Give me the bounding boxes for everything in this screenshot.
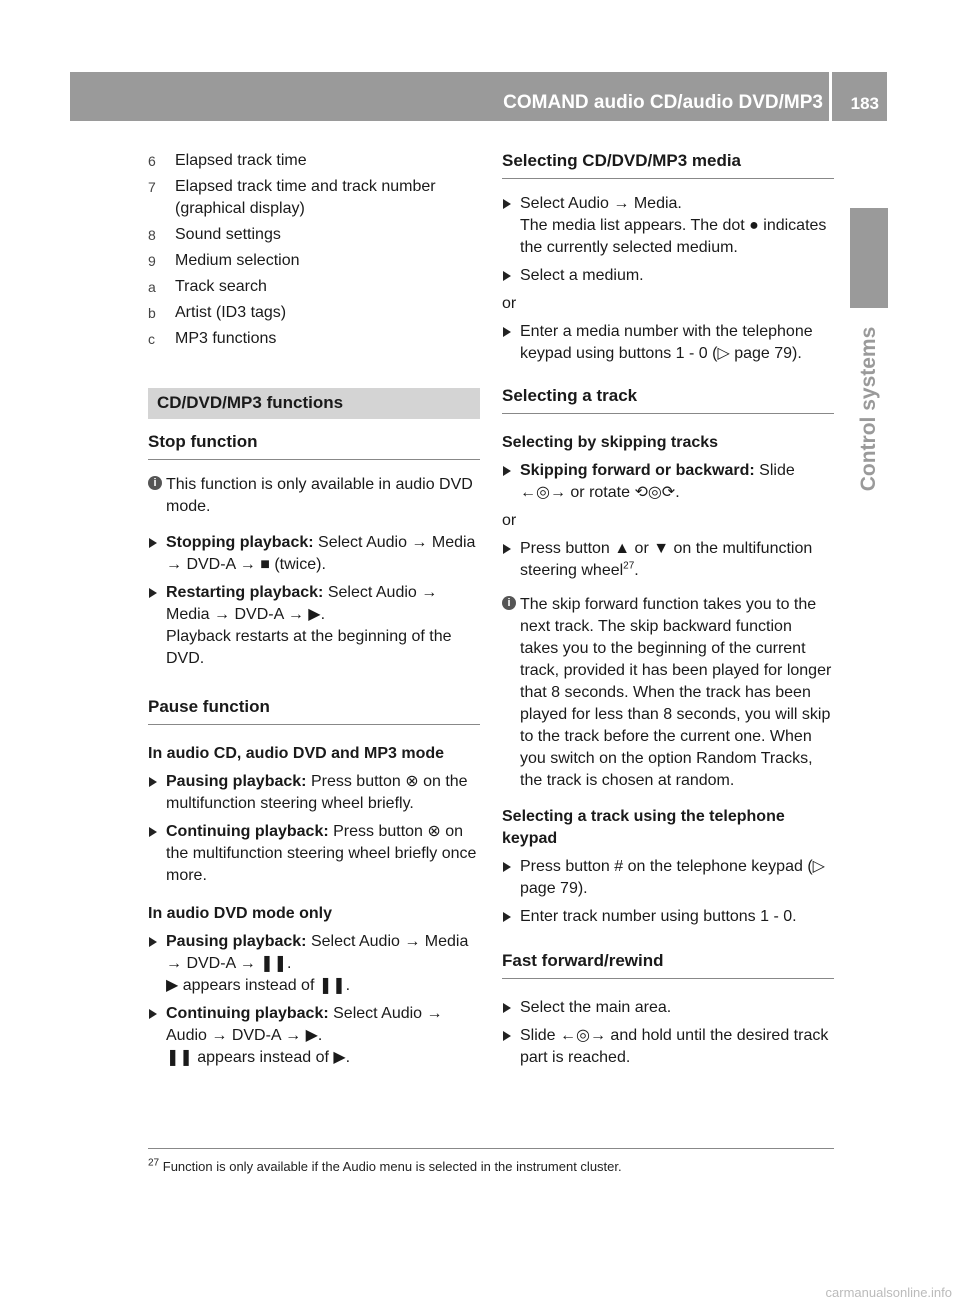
legend-number: a	[148, 279, 156, 295]
step-pausing-playback: Pausing playback: Press button ⊗ on the multifunction steering wheel briefly.	[148, 771, 480, 815]
left-column	[148, 150, 480, 1075]
fast-forward-heading: Fast forward/rewind	[502, 950, 834, 979]
info-note: i This function is only available in audio DVD mode.	[148, 474, 480, 518]
step-skipping-tracks: Skipping forward or backward: Slide ←◎→ or rotate ⟲◎⟳.	[502, 460, 834, 504]
legend-text: Track search	[175, 278, 267, 295]
step-press-button: Press button ▲ or ▼ on the multifunction steering wheel$^{27}$.	[502, 538, 834, 582]
subheading-telephone-keypad: Selecting a track using the telephone keypad	[502, 808, 785, 847]
legend-text: MP3 functions	[175, 330, 277, 347]
legend-item	[148, 276, 480, 298]
selecting-track-heading: Selecting a track	[502, 385, 834, 414]
legend-text: Sound settings	[175, 226, 281, 243]
watermark: carmanualsonline.info	[825, 1285, 952, 1300]
subheading-cd-dvd-mp3: In audio CD, audio DVD and MP3 mode	[148, 745, 445, 762]
info-icon: i	[502, 596, 516, 610]
legend-number: c	[148, 331, 155, 347]
footnote: $^{27}$ Function is only available if the Audio menu is selected in the instrument cluster.	[148, 1148, 834, 1174]
step-press-hash-button: Press button # on the telephone keypad (▷ page 79).	[502, 856, 834, 900]
step-select-medium: Select a medium.	[502, 265, 834, 287]
step-stopping-playback: Stopping playback: Select Audio → Media → DVD-A → ■ (twice).	[148, 532, 480, 576]
step-slide-and-hold: Slide ←◎→ and hold until the desired track part is reached.	[502, 1025, 834, 1069]
legend-item	[148, 250, 480, 272]
selecting-media-heading: Selecting CD/DVD/MP3 media	[502, 150, 834, 179]
step-enter-media-number: Enter a media number with the telephone keypad using buttons 1 - 0 (▷ page 79).	[502, 321, 834, 365]
legend-number: 7	[148, 179, 156, 195]
subheading-skipping-tracks: Selecting by skipping tracks	[502, 434, 719, 451]
legend-item	[148, 328, 480, 350]
step-continuing-playback: Continuing playback: Press button ⊗ on the multifunction steering wheel briefly once more.	[148, 821, 480, 887]
page-header	[70, 72, 887, 121]
page-number: 183	[850, 94, 879, 113]
or-text-2: or	[502, 512, 517, 529]
step-continuing-playback-dvd: Continuing playback: Select Audio → Audio → DVD-A → ▶. ❚❚ appears instead of ▶.	[148, 1003, 480, 1069]
legend-item	[148, 150, 480, 172]
stop-function-heading: Stop function	[148, 431, 480, 460]
legend-text: Artist (ID3 tags)	[175, 304, 287, 321]
side-tab-label: Control systems	[857, 326, 880, 492]
step-pausing-playback-dvd: Pausing playback: Select Audio → Media → DVD-A → ❚❚. ▶ appears instead of ❚❚.	[148, 931, 480, 997]
step-select-main-area: Select the main area.	[502, 997, 834, 1019]
right-column	[502, 150, 834, 1075]
step-select-audio-media: Select Audio → Media. The media list appears. The dot ● indicates the currently selected medium.	[502, 193, 834, 259]
info-note-skip: i The skip forward function takes you to the next track. The skip backward function takes you to the beginning of the current track, provided it has been played for longer that 8 seconds. When the track has been played for less than 8 seconds, you will skip to the track before the current one. When you switch on the option Random Tracks, the track is chosen at random.	[502, 594, 834, 792]
header-separator	[829, 72, 832, 121]
step-enter-track-number: Enter track number using buttons 1 - 0.	[502, 906, 834, 928]
legend-item	[148, 302, 480, 324]
legend-list	[148, 150, 480, 350]
legend-number: b	[148, 305, 156, 321]
legend-item	[148, 176, 480, 220]
legend-number: 9	[148, 253, 156, 269]
legend-text: Elapsed track time	[175, 152, 307, 169]
legend-item	[148, 224, 480, 246]
side-tab	[850, 208, 888, 308]
or-text: or	[502, 295, 517, 312]
section-title: CD/DVD/MP3 functions	[148, 388, 480, 419]
legend-number: 6	[148, 153, 156, 169]
legend-text: Medium selection	[175, 252, 300, 269]
legend-text: Elapsed track time and track number (graphical display)	[175, 178, 436, 217]
pause-function-heading: Pause function	[148, 696, 480, 725]
info-icon: i	[148, 476, 162, 490]
footnote-ref: 27	[623, 560, 635, 572]
step-restarting-playback: Restarting playback: Select Audio → Media → DVD-A → ▶. Playback restarts at the beginning of the DVD.	[148, 582, 480, 670]
legend-number: 8	[148, 227, 156, 243]
subheading-dvd-only: In audio DVD mode only	[148, 905, 333, 922]
header-title: COMAND audio CD/audio DVD/MP3	[503, 92, 823, 113]
